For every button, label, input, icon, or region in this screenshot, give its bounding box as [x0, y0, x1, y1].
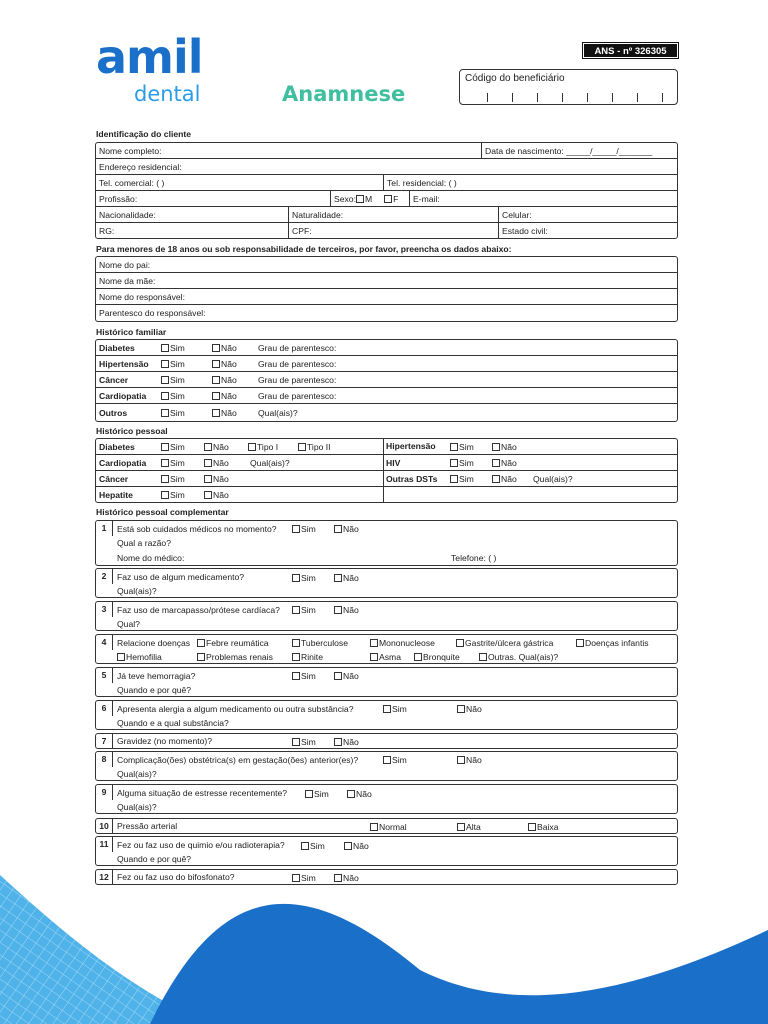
page-title: Anamnese — [282, 82, 406, 106]
alta-label: Alta — [466, 822, 481, 832]
sim-checkbox[interactable] — [161, 409, 169, 417]
nao-checkbox[interactable] — [492, 459, 500, 467]
question-text: Complicação(ões) obstétrica(s) em gestação(ões) anterior(es)? — [117, 755, 359, 765]
question-text: Já teve hemorragia? — [117, 671, 196, 681]
razao-field[interactable]: Qual a razão? — [117, 538, 171, 548]
nao-label: Não — [213, 474, 229, 484]
historico-pessoal-table — [95, 438, 678, 503]
sim-label: Sim — [170, 458, 185, 468]
sim-checkbox[interactable] — [450, 475, 458, 483]
baixa-checkbox[interactable] — [528, 823, 536, 831]
quais-field[interactable]: Qual(ais)? — [117, 586, 157, 596]
doenca-label: Problemas renais — [206, 652, 273, 662]
question-number: 5 — [96, 668, 113, 683]
sim-checkbox[interactable] — [383, 756, 391, 764]
nao-label: Não — [221, 359, 237, 369]
question-text: Apresenta alergia a algum medicamento ou outra substância? — [117, 704, 354, 714]
nao-label: Não — [221, 343, 237, 353]
quais-field[interactable]: Qual(ais)? — [250, 458, 290, 468]
sim-checkbox[interactable] — [292, 606, 300, 614]
baixa-label: Baixa — [537, 822, 559, 832]
sim-label: Sim — [392, 755, 407, 765]
profissao-field[interactable]: Profissão: — [99, 194, 138, 204]
familiar-item-label: Outros — [99, 408, 128, 418]
sim-checkbox[interactable] — [161, 376, 169, 384]
parentesco-field[interactable]: Parentesco do responsável: — [99, 308, 206, 318]
question-number: 4 — [96, 635, 113, 650]
amil-logo: amil — [96, 30, 203, 84]
sim-label: Sim — [459, 442, 474, 452]
nascimento-field[interactable]: Data de nascimento: _____/_____/_______ — [485, 146, 653, 156]
nao-label: Não — [466, 704, 482, 714]
question-number: 3 — [96, 602, 113, 617]
codigo-label: Código do beneficiário — [465, 73, 565, 84]
sim-label: Sim — [314, 789, 329, 799]
endereco-field[interactable]: Endereço residencial: — [99, 162, 182, 172]
question-number: 2 — [96, 569, 113, 584]
pessoal-item-label: Outras DSTs — [386, 474, 438, 484]
sim-label: Sim — [170, 375, 185, 385]
nao-label: Não — [343, 605, 359, 615]
historico-familiar-table — [95, 339, 678, 422]
sexo-label: Sexo: — [334, 194, 356, 204]
sim-label: Sim — [301, 737, 316, 747]
doenca-checkbox[interactable] — [197, 653, 205, 661]
nao-checkbox[interactable] — [492, 475, 500, 483]
quais-field[interactable]: Qual(ais)? — [117, 769, 157, 779]
nao-checkbox[interactable] — [457, 756, 465, 764]
normal-label: Normal — [379, 822, 407, 832]
sim-label: Sim — [170, 474, 185, 484]
nao-checkbox[interactable] — [204, 459, 212, 467]
tipo2-label: Tipo II — [307, 442, 331, 452]
cpf-field[interactable]: CPF: — [292, 226, 312, 236]
question-text: Faz uso de algum medicamento? — [117, 572, 245, 582]
sim-checkbox[interactable] — [161, 344, 169, 352]
sim-checkbox[interactable] — [301, 842, 309, 850]
tipo1-label: Tipo I — [257, 442, 279, 452]
rg-field[interactable]: RG: — [99, 226, 115, 236]
question-5 — [95, 667, 678, 697]
nao-checkbox[interactable] — [347, 790, 355, 798]
ans-badge: ANS - nº 326305 — [584, 44, 677, 57]
familiar-item-label: Câncer — [99, 375, 129, 385]
nao-checkbox[interactable] — [334, 525, 342, 533]
nao-label: Não — [343, 524, 359, 534]
nao-checkbox[interactable] — [344, 842, 352, 850]
nao-label: Não — [466, 755, 482, 765]
familiar-item-label: Cardiopatia — [99, 391, 147, 401]
grau-parentesco-field[interactable]: Grau de parentesco: — [258, 343, 337, 353]
question-8 — [95, 751, 678, 781]
nao-label: Não — [343, 737, 359, 747]
nao-checkbox[interactable] — [212, 376, 220, 384]
nacionalidade-field[interactable]: Nacionalidade: — [99, 210, 156, 220]
familiar-row — [96, 388, 677, 404]
nao-checkbox[interactable] — [212, 344, 220, 352]
doenca-label: Febre reumática — [206, 638, 269, 648]
tel-residencial-field[interactable]: Tel. residencial: ( ) — [387, 178, 457, 188]
familiar-item-label: Hipertensão — [99, 359, 149, 369]
doenca-checkbox[interactable] — [292, 653, 300, 661]
quando-porque-field[interactable]: Quando e por quê? — [117, 685, 192, 695]
doenca-label: Mononucleose — [379, 638, 435, 648]
nao-label: Não — [221, 391, 237, 401]
nao-checkbox[interactable] — [492, 443, 500, 451]
alta-checkbox[interactable] — [457, 823, 465, 831]
nome-mae-field[interactable]: Nome da mãe: — [99, 276, 156, 286]
grau-parentesco-field[interactable]: Grau de parentesco: — [258, 391, 337, 401]
familiar-row — [96, 404, 677, 422]
sim-checkbox[interactable] — [383, 705, 391, 713]
tel-comercial-field[interactable]: Tel. comercial: ( ) — [99, 178, 165, 188]
sim-checkbox[interactable] — [450, 459, 458, 467]
sim-checkbox[interactable] — [450, 443, 458, 451]
dental-logo: dental — [134, 82, 201, 106]
sim-label: Sim — [392, 704, 407, 714]
familiar-row — [96, 356, 677, 372]
question-number: 12 — [96, 870, 113, 884]
question-text: Faz uso de marcapasso/prótese cardíaca? — [117, 605, 280, 615]
question-text: Relacione doenças — [117, 638, 191, 648]
sim-label: Sim — [170, 408, 185, 418]
question-text: Alguma situação de estresse recentemente? — [117, 788, 288, 798]
quais-field[interactable]: Qual(ais)? — [258, 408, 298, 418]
pessoal-item-label: Hipertensão — [386, 441, 436, 451]
doenca-checkbox[interactable] — [292, 639, 300, 647]
codigo-beneficiario-field[interactable] — [459, 69, 678, 105]
nao-checkbox[interactable] — [457, 705, 465, 713]
nao-label: Não — [356, 789, 372, 799]
nao-checkbox[interactable] — [334, 606, 342, 614]
nome-responsavel-field[interactable]: Nome do responsável: — [99, 292, 185, 302]
nao-checkbox[interactable] — [212, 409, 220, 417]
substancia-field[interactable]: Quando e a qual substância? — [117, 718, 229, 728]
sim-label: Sim — [459, 474, 474, 484]
question-12 — [95, 869, 678, 885]
pessoal-item-label: HIV — [386, 458, 401, 468]
telefone-field[interactable]: Telefone: ( ) — [451, 553, 497, 563]
sexo-f-label: F — [393, 194, 399, 204]
pessoal-item-label: Diabetes — [99, 442, 135, 452]
nao-checkbox[interactable] — [334, 874, 342, 882]
tipo1-checkbox[interactable] — [248, 443, 256, 451]
nao-label: Não — [213, 458, 229, 468]
question-2 — [95, 568, 678, 598]
sim-label: Sim — [170, 391, 185, 401]
sexo-f-checkbox[interactable] — [384, 195, 392, 203]
sim-checkbox[interactable] — [161, 475, 169, 483]
nao-label: Não — [501, 458, 517, 468]
doenca-label: Gastrite/úlcera gástrica — [465, 638, 554, 648]
sim-label: Sim — [170, 490, 185, 500]
nome-pai-field[interactable]: Nome do pai: — [99, 260, 151, 270]
nao-checkbox[interactable] — [334, 574, 342, 582]
question-number: 6 — [96, 701, 113, 716]
section-complementar: Histórico pessoal complementar — [96, 507, 229, 517]
doenca-checkbox[interactable] — [479, 653, 487, 661]
question-number: 10 — [96, 819, 113, 833]
quais-field[interactable]: Qual(ais)? — [117, 802, 157, 812]
sim-checkbox[interactable] — [161, 392, 169, 400]
question-11 — [95, 836, 678, 866]
question-4 — [95, 634, 678, 664]
sim-checkbox[interactable] — [292, 874, 300, 882]
doenca-label: Doenças infantis — [585, 638, 649, 648]
normal-checkbox[interactable] — [370, 823, 378, 831]
email-field[interactable]: E-mail: — [413, 194, 440, 204]
question-number: 7 — [96, 734, 113, 748]
question-10 — [95, 818, 678, 834]
doenca-checkbox[interactable] — [414, 653, 422, 661]
sexo-m-label: M — [364, 194, 373, 204]
doenca-label: Outras. Qual(ais)? — [488, 652, 559, 662]
nao-label: Não — [213, 490, 229, 500]
section-historico-pessoal: Histórico pessoal — [96, 426, 168, 436]
naturalidade-field[interactable]: Naturalidade: — [292, 210, 344, 220]
doenca-checkbox[interactable] — [370, 639, 378, 647]
question-3 — [95, 601, 678, 631]
sim-label: Sim — [301, 671, 316, 681]
nao-checkbox[interactable] — [204, 443, 212, 451]
nao-label: Não — [353, 841, 369, 851]
question-number: 8 — [96, 752, 113, 767]
sim-label: Sim — [301, 524, 316, 534]
familiar-row — [96, 372, 677, 388]
question-number: 9 — [96, 785, 113, 800]
doenca-label: Tuberculose — [301, 638, 348, 648]
doenca-checkbox[interactable] — [117, 653, 125, 661]
quais-field[interactable]: Qual(ais)? — [533, 474, 573, 484]
nome-field[interactable]: Nome completo: — [99, 146, 162, 156]
grau-parentesco-field[interactable]: Grau de parentesco: — [258, 375, 337, 385]
doenca-label: Asma — [379, 652, 401, 662]
estado-civil-field[interactable]: Estado civil: — [502, 226, 548, 236]
sim-checkbox[interactable] — [161, 360, 169, 368]
pessoal-item-label: Hepatite — [99, 490, 133, 500]
quando-porque-field[interactable]: Quando e por quê? — [117, 854, 192, 864]
tipo2-checkbox[interactable] — [298, 443, 306, 451]
question-text: Fez ou faz uso de quimio e/ou radioterapia? — [117, 840, 285, 850]
grau-parentesco-field[interactable]: Grau de parentesco: — [258, 359, 337, 369]
doenca-label: Rinite — [301, 652, 323, 662]
question-text: Pressão arterial — [117, 821, 178, 831]
familiar-item-label: Diabetes — [99, 343, 135, 353]
sim-label: Sim — [310, 841, 325, 851]
nao-label: Não — [343, 573, 359, 583]
sim-checkbox[interactable] — [161, 459, 169, 467]
codigo-ticks — [460, 93, 677, 102]
menores-table — [95, 256, 678, 322]
question-6 — [95, 700, 678, 730]
pessoal-item-label: Cardiopatia — [99, 458, 147, 468]
sim-label: Sim — [301, 573, 316, 583]
pessoal-item-label: Câncer — [99, 474, 129, 484]
sim-checkbox[interactable] — [305, 790, 313, 798]
doenca-checkbox[interactable] — [456, 639, 464, 647]
nao-checkbox[interactable] — [334, 672, 342, 680]
sim-checkbox[interactable] — [292, 672, 300, 680]
sim-checkbox[interactable] — [292, 525, 300, 533]
nao-label: Não — [221, 375, 237, 385]
section-identificacao: Identificação do cliente — [96, 129, 192, 139]
question-number: 11 — [96, 837, 113, 852]
doenca-label: Hemofilia — [126, 652, 162, 662]
identificacao-table — [95, 142, 678, 239]
nao-checkbox[interactable] — [204, 491, 212, 499]
sim-checkbox[interactable] — [292, 738, 300, 746]
qual-field[interactable]: Qual? — [117, 619, 140, 629]
question-1 — [95, 520, 678, 566]
doenca-checkbox[interactable] — [197, 639, 205, 647]
nao-label: Não — [343, 873, 359, 883]
section-menores: Para menores de 18 anos ou sob responsabilidade de terceiros, por favor, preencha os dados abaixo: — [96, 244, 512, 254]
sim-label: Sim — [170, 442, 185, 452]
nao-checkbox[interactable] — [334, 738, 342, 746]
question-text: Fez ou faz uso do bifosfonato? — [117, 872, 235, 882]
section-historico-familiar: Histórico familiar — [96, 327, 167, 337]
nao-label: Não — [501, 442, 517, 452]
sim-label: Sim — [459, 458, 474, 468]
doenca-checkbox[interactable] — [370, 653, 378, 661]
question-text: Está sob cuidados médicos no momento? — [117, 524, 277, 534]
doenca-label: Bronquite — [423, 652, 460, 662]
sim-checkbox[interactable] — [161, 443, 169, 451]
nao-label: Não — [343, 671, 359, 681]
nao-checkbox[interactable] — [204, 475, 212, 483]
sexo-m-checkbox[interactable] — [356, 195, 364, 203]
sim-label: Sim — [170, 343, 185, 353]
nao-label: Não — [221, 408, 237, 418]
familiar-row — [96, 340, 677, 356]
celular-field[interactable]: Celular: — [502, 210, 532, 220]
question-7 — [95, 733, 678, 749]
question-number: 1 — [96, 521, 113, 536]
nao-label: Não — [213, 442, 229, 452]
question-9 — [95, 784, 678, 814]
nao-checkbox[interactable] — [212, 360, 220, 368]
sim-checkbox[interactable] — [292, 574, 300, 582]
question-text: Gravidez (no momento)? — [117, 736, 213, 746]
sim-label: Sim — [301, 873, 316, 883]
doenca-checkbox[interactable] — [576, 639, 584, 647]
sim-label: Sim — [301, 605, 316, 615]
nao-checkbox[interactable] — [212, 392, 220, 400]
sim-checkbox[interactable] — [161, 491, 169, 499]
sim-label: Sim — [170, 359, 185, 369]
medico-field[interactable]: Nome do médico: — [117, 553, 185, 563]
nao-label: Não — [501, 474, 517, 484]
